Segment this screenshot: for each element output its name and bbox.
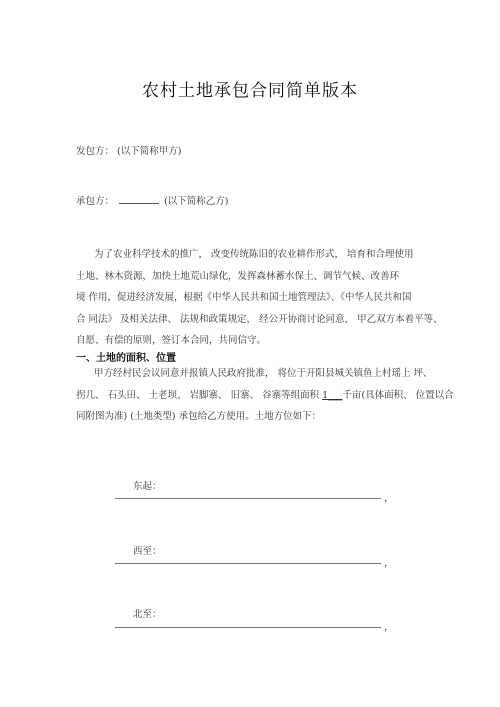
intro-line: 自愿、有偿的原则，签订本合同，共同信守。 <box>76 335 267 346</box>
boundary-east-label: 东起： <box>133 481 162 492</box>
party-b-line <box>76 193 229 207</box>
party-a-line <box>76 143 181 157</box>
party-a-label: 发包方： <box>76 146 115 157</box>
section-1-paragraph <box>76 363 454 428</box>
boundary-east-comma: ， <box>384 493 394 504</box>
section-1-line-text: 千亩(具体面积、 位置以合 <box>342 389 454 401</box>
boundary-west-label: 西至： <box>133 546 162 557</box>
party-a-note: (以下简称甲方) <box>117 146 182 157</box>
party-b-blank <box>119 194 159 204</box>
intro-line: 合 同法》 及相关法律、 法规和政策规定， 经公开协商讨论同意， 甲乙双方本着平等、 <box>76 313 443 325</box>
party-b-note: (以下简称乙方) <box>164 196 229 207</box>
intro-paragraph <box>76 244 443 352</box>
section-1-line-text: 拐几、 石头田、 土老坝、 岩脚寨、 旧寨、 谷寨等组面积 <box>76 389 323 401</box>
boundary-north-comma: ， <box>384 622 394 633</box>
document-title: 农村土地承包合同简单版本 <box>142 81 358 101</box>
intro-line: 为了农业科学技术的推广， 改变传统陈旧的农业耕作形式， 培育和合理使用 <box>94 249 414 260</box>
area-value: 1___ <box>322 389 343 401</box>
section-1-line <box>76 385 454 407</box>
party-b-label: 承包方： <box>76 196 115 207</box>
boundary-west-line <box>115 563 381 564</box>
intro-line: 土地、林木资源，加快土地荒山绿化，发挥森林蓄水保土、调节气候、改善环 <box>76 270 400 282</box>
boundary-east-line <box>115 498 381 499</box>
intro-line: 境 作用，促进经济发展，根据《中华人民共和国土地管理法》、《中华人民共和国 <box>76 292 412 303</box>
boundary-north-line <box>115 627 381 628</box>
section-1-line: 同附图为准) (土地类型) 承包给乙方使用。土地方位如下： <box>76 411 322 422</box>
section-1-line: 甲方经村民会议同意并报镇人民政府批准， 将位于开阳县城关镇鱼上村瑶上 坪、 <box>94 368 433 379</box>
section-1-heading: 一、土地的面积、位置 <box>76 353 176 364</box>
boundary-west-comma: ， <box>384 558 394 569</box>
boundary-north-label: 北至： <box>133 609 162 620</box>
